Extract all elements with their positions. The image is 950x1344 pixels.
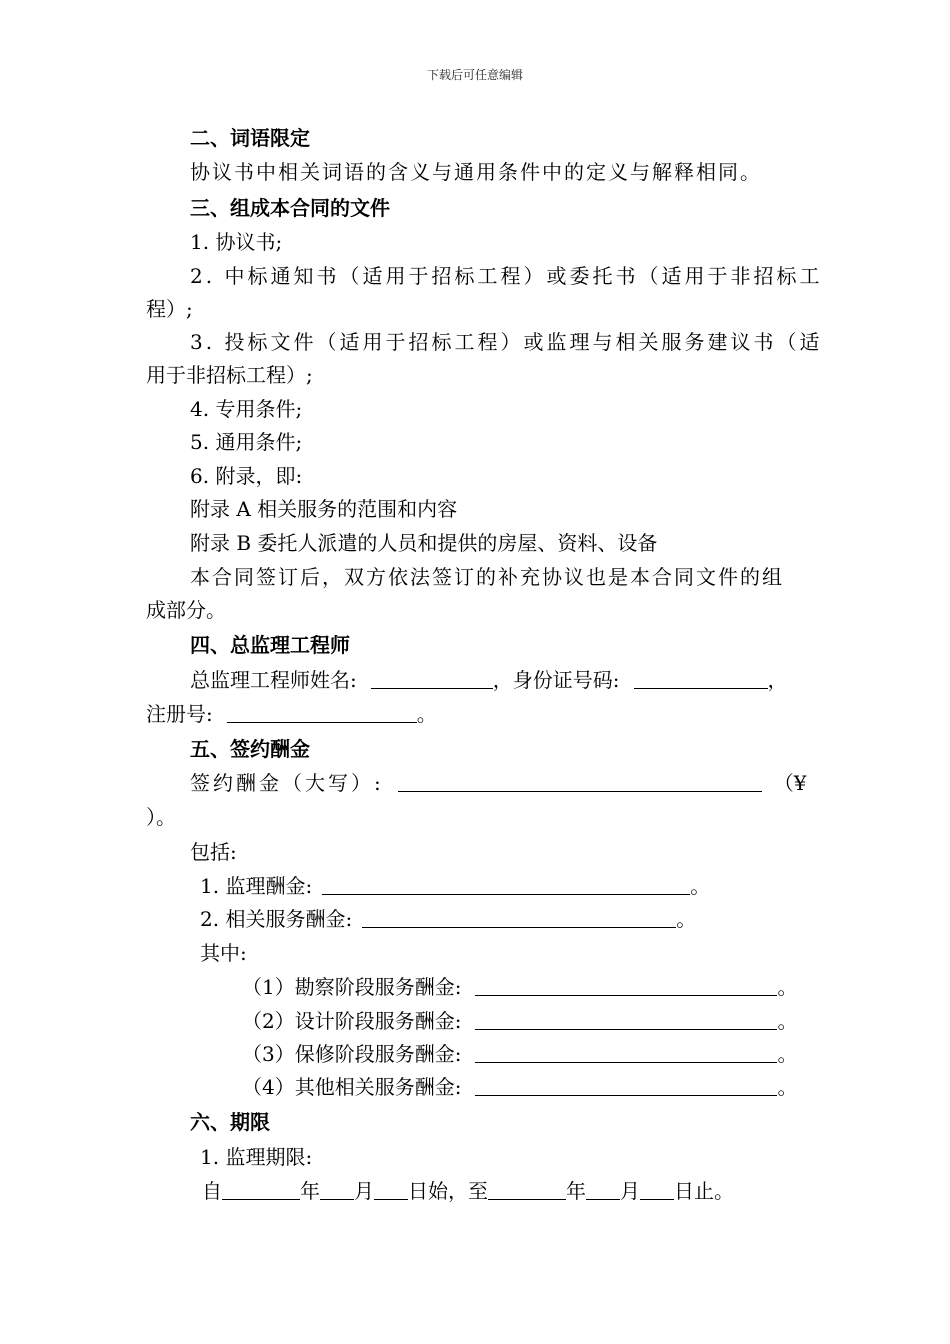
from-label: 自 — [202, 1179, 222, 1203]
end-day-label: 日止。 — [674, 1179, 734, 1203]
supplement-note-line2: 成部分。 — [146, 598, 226, 622]
supervision-fee-field[interactable] — [322, 876, 690, 895]
start-month-field[interactable] — [320, 1181, 354, 1200]
section-2-paragraph: 协议书中相关词语的含义与通用条件中的定义与解释相同。 — [190, 160, 762, 184]
design-fee-field[interactable] — [475, 1011, 777, 1030]
section-4-title: 四、总监理工程师 — [190, 633, 350, 657]
doc-item-3-line1: 3. 投标文件（适用于招标工程）或监理与相关服务建议书（适 — [190, 330, 823, 354]
end-year-field[interactable] — [488, 1181, 566, 1200]
related-fee-end: 。 — [676, 907, 697, 931]
survey-fee-label: （1）勘察阶段服务酬金: — [242, 975, 462, 999]
among-label: 其中: — [200, 941, 247, 965]
id-number-label: ，身份证号码: — [492, 668, 620, 692]
doc-item-6: 6. 附录，即: — [190, 464, 303, 488]
related-fee-field[interactable] — [362, 909, 676, 928]
contract-fee-field[interactable] — [398, 773, 762, 792]
end-year-label: 年 — [566, 1179, 586, 1203]
other-fee-line — [242, 1075, 797, 1099]
registration-end: 。 — [416, 702, 437, 726]
related-fee-label: 2. 相关服务酬金: — [200, 907, 353, 931]
appendix-a: 附录 A 相关服务的范围和内容 — [190, 497, 458, 521]
doc-item-2-line1: 2. 中标通知书（适用于招标工程）或委托书（适用于非招标工 — [190, 264, 823, 288]
warranty-fee-line — [242, 1042, 797, 1066]
section-6-title: 六、期限 — [190, 1110, 270, 1134]
end-day-field[interactable] — [640, 1181, 674, 1200]
yen-close: ）。 — [146, 805, 176, 829]
section-2-title: 二、词语限定 — [190, 126, 310, 150]
supplement-note-line1: 本合同签订后，双方依法签订的补充协议也是本合同文件的组 — [190, 565, 784, 589]
chief-name-field[interactable] — [371, 670, 493, 689]
start-year-field[interactable] — [222, 1181, 300, 1200]
survey-fee-line — [242, 975, 797, 999]
supervision-fee-end: 。 — [690, 874, 711, 898]
survey-fee-field[interactable] — [475, 977, 777, 996]
survey-fee-end: 。 — [777, 975, 798, 999]
doc-item-1: 1. 协议书; — [190, 230, 283, 254]
end-month-field[interactable] — [586, 1181, 620, 1200]
contract-fee-label: 签约酬金（大写）: — [190, 771, 384, 795]
start-month-label: 月 — [354, 1179, 374, 1203]
registration-field[interactable] — [227, 704, 417, 723]
section-5-title: 五、签约酬金 — [190, 737, 310, 761]
warranty-fee-label: （3）保修阶段服务酬金: — [242, 1042, 462, 1066]
appendix-b: 附录 B 委托人派遣的人员和提供的房屋、资料、设备 — [190, 531, 658, 555]
design-fee-end: 。 — [777, 1009, 798, 1033]
id-number-field[interactable] — [634, 670, 768, 689]
doc-item-3-line2: 用于非招标工程）; — [146, 363, 313, 387]
chief-engineer-line — [190, 668, 788, 692]
registration-line — [146, 702, 437, 726]
design-fee-line — [242, 1009, 797, 1033]
other-fee-field[interactable] — [475, 1077, 777, 1096]
design-fee-label: （2）设计阶段服务酬金: — [242, 1009, 462, 1033]
comma: ， — [767, 668, 788, 692]
doc-item-2-line2: 程）; — [146, 297, 193, 321]
page-header: 下载后可任意编辑 — [426, 68, 523, 82]
start-day-label: 日始，至 — [408, 1179, 488, 1203]
registration-label: 注册号: — [146, 702, 213, 726]
start-year-label: 年 — [300, 1179, 320, 1203]
period-line — [202, 1179, 734, 1203]
includes-label: 包括: — [190, 840, 237, 864]
supervision-period-label: 1. 监理期限: — [200, 1145, 313, 1169]
doc-item-4: 4. 专用条件; — [190, 397, 303, 421]
chief-name-label: 总监理工程师姓名: — [190, 668, 357, 692]
other-fee-end: 。 — [777, 1075, 798, 1099]
warranty-fee-field[interactable] — [475, 1044, 777, 1063]
other-fee-label: （4）其他相关服务酬金: — [242, 1075, 462, 1099]
section-3-title: 三、组成本合同的文件 — [190, 196, 390, 220]
related-fee-line — [200, 907, 696, 931]
doc-item-5: 5. 通用条件; — [190, 430, 303, 454]
supervision-fee-line — [200, 874, 710, 898]
contract-fee-line — [190, 771, 806, 795]
supervision-fee-label: 1. 监理酬金: — [200, 874, 313, 898]
warranty-fee-end: 。 — [777, 1042, 798, 1066]
start-day-field[interactable] — [374, 1181, 408, 1200]
end-month-label: 月 — [620, 1179, 640, 1203]
yen-open: （¥ — [773, 771, 807, 795]
